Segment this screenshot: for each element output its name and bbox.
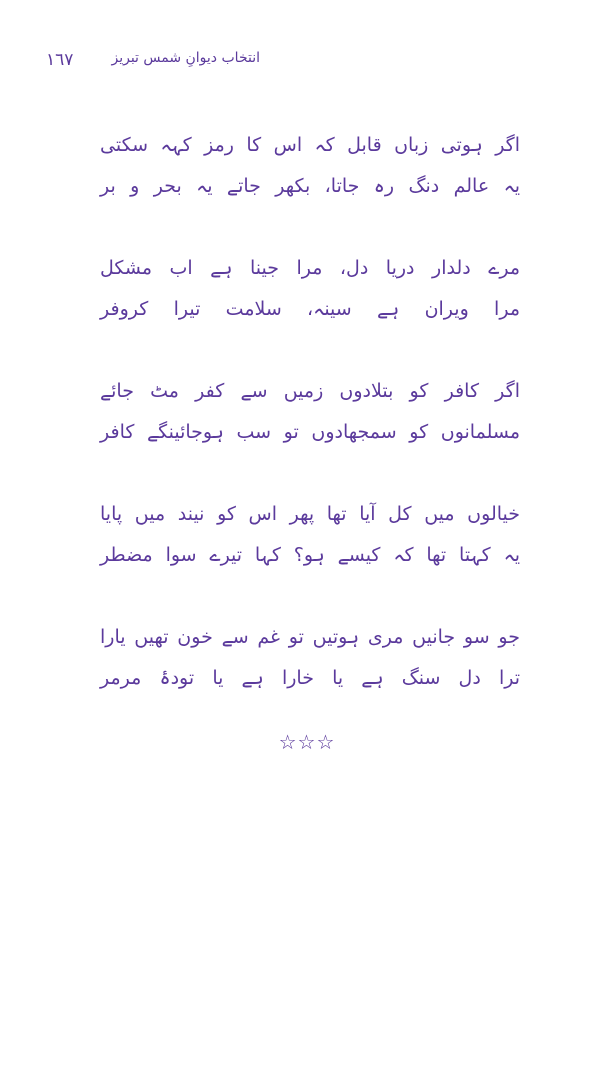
stanza-5 (100, 617, 520, 740)
verse-line: ترا دل سنگ ہے یا خارا ہے یا تودۂ مرمر (100, 667, 520, 689)
verse-line: مسلمانوں کو سمجھادوں تو سب ہوجائینگے کافر (100, 421, 520, 443)
star-ornament: ☆☆☆ (278, 730, 336, 754)
verse-line: اگر ہوتی زباں قابل کہ اس کا رمز کہہ سکتی (100, 134, 520, 156)
verse-line: مرے دلدار دریا دل، مرا جینا ہے اب مشکل (100, 257, 520, 279)
verse-line: خیالوں میں کل آیا تھا پھر اس کو نیند میں پایا (100, 503, 520, 525)
stanza-3 (100, 371, 520, 494)
stanza-4 (100, 494, 520, 617)
verse-line: اگر کافر کو بتلادوں زمیں سے کفر مٹ جائے (100, 380, 520, 402)
verse-line: یہ کہتا تھا کہ کیسے ہو؟ کہا تیرے سوا مضطر (100, 544, 520, 566)
stanza-2 (100, 248, 520, 371)
page-header (40, 48, 260, 76)
verse-line: جو سو جانیں مری ہوتیں تو غم سے خون تھیں یارا (100, 626, 520, 648)
verse-line: مرا ویران ہے سینہ، سلامت تیرا کروفر (100, 298, 520, 320)
stanza-1 (100, 125, 520, 248)
verse-line: یہ عالم دنگ رہ جاتا، بکھر جاتے یہ بحر و بر (100, 175, 520, 197)
page-number: ١٦٧ (46, 50, 74, 70)
book-title: انتخاب دیوانِ شمس تبریز (111, 50, 260, 66)
poem (100, 125, 520, 740)
